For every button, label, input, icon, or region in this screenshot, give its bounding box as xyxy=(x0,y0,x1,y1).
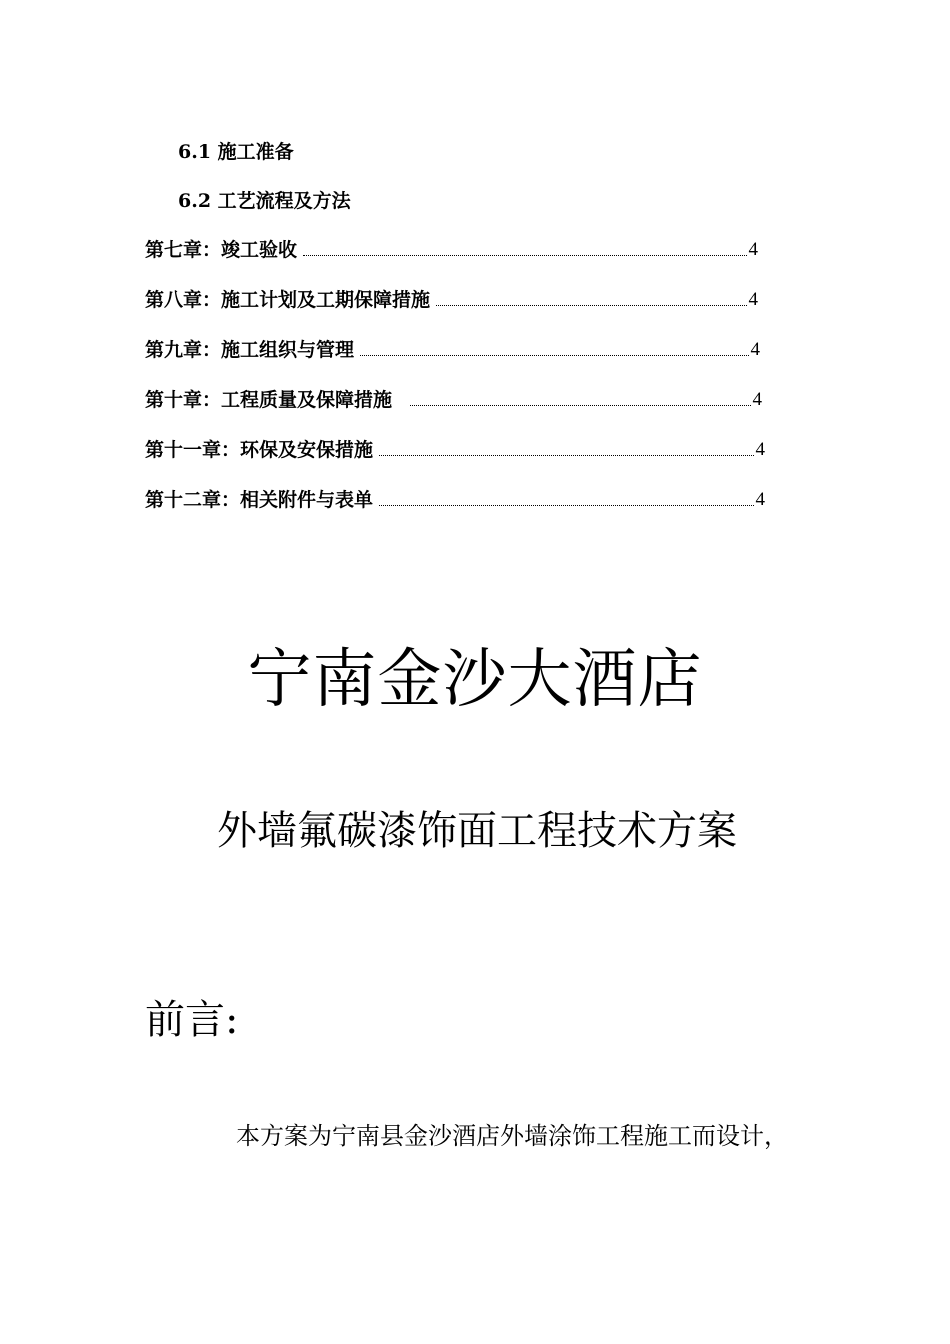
toc-entry-label: 第七章：竣工验收 xyxy=(145,239,298,261)
toc-dot-leader xyxy=(379,504,753,506)
toc-entry-label: 第十章：工程质量及保障措施 xyxy=(145,389,393,411)
toc-dot-leader xyxy=(379,454,753,456)
toc-subitem-6-1: 6.1 施工准备 xyxy=(178,141,294,163)
toc-entry-label: 第九章：施工组织与管理 xyxy=(145,339,355,361)
toc-entry-page: 4 xyxy=(750,339,760,360)
toc-entry-chapter-9 xyxy=(145,338,760,362)
toc-dot-leader xyxy=(303,254,746,256)
toc-entry-label: 第十一章：环保及安保措施 xyxy=(145,439,374,461)
toc-entry-page: 4 xyxy=(755,439,765,460)
toc-entry-chapter-10 xyxy=(145,388,762,412)
toc-dot-leader xyxy=(360,354,748,356)
toc-entry-page: 4 xyxy=(755,489,765,510)
toc-dot-leader xyxy=(436,304,746,306)
toc-entry-chapter-8 xyxy=(145,288,758,312)
toc-entry-label: 第十二章：相关附件与表单 xyxy=(145,489,374,511)
document-title: 宁南金沙大酒店 xyxy=(247,643,703,717)
toc-entry-label: 第八章：施工计划及工期保障措施 xyxy=(145,289,431,311)
toc-subitem-6-2: 6.2 工艺流程及方法 xyxy=(178,190,351,212)
toc-dot-leader xyxy=(410,404,750,406)
toc-entry-page: 4 xyxy=(748,289,758,310)
preface-heading: 前言: xyxy=(145,997,239,1043)
toc-entry-chapter-12 xyxy=(145,488,765,512)
preface-paragraph: 本方案为宁南县金沙酒店外墙涂饰工程施工而设计， xyxy=(236,1122,788,1150)
toc-entry-page: 4 xyxy=(752,389,762,410)
toc-entry-chapter-11 xyxy=(145,438,765,462)
document-subtitle: 外墙氟碳漆饰面工程技术方案 xyxy=(217,808,737,854)
toc-entry-chapter-7 xyxy=(145,238,758,262)
toc-entry-page: 4 xyxy=(748,239,758,260)
